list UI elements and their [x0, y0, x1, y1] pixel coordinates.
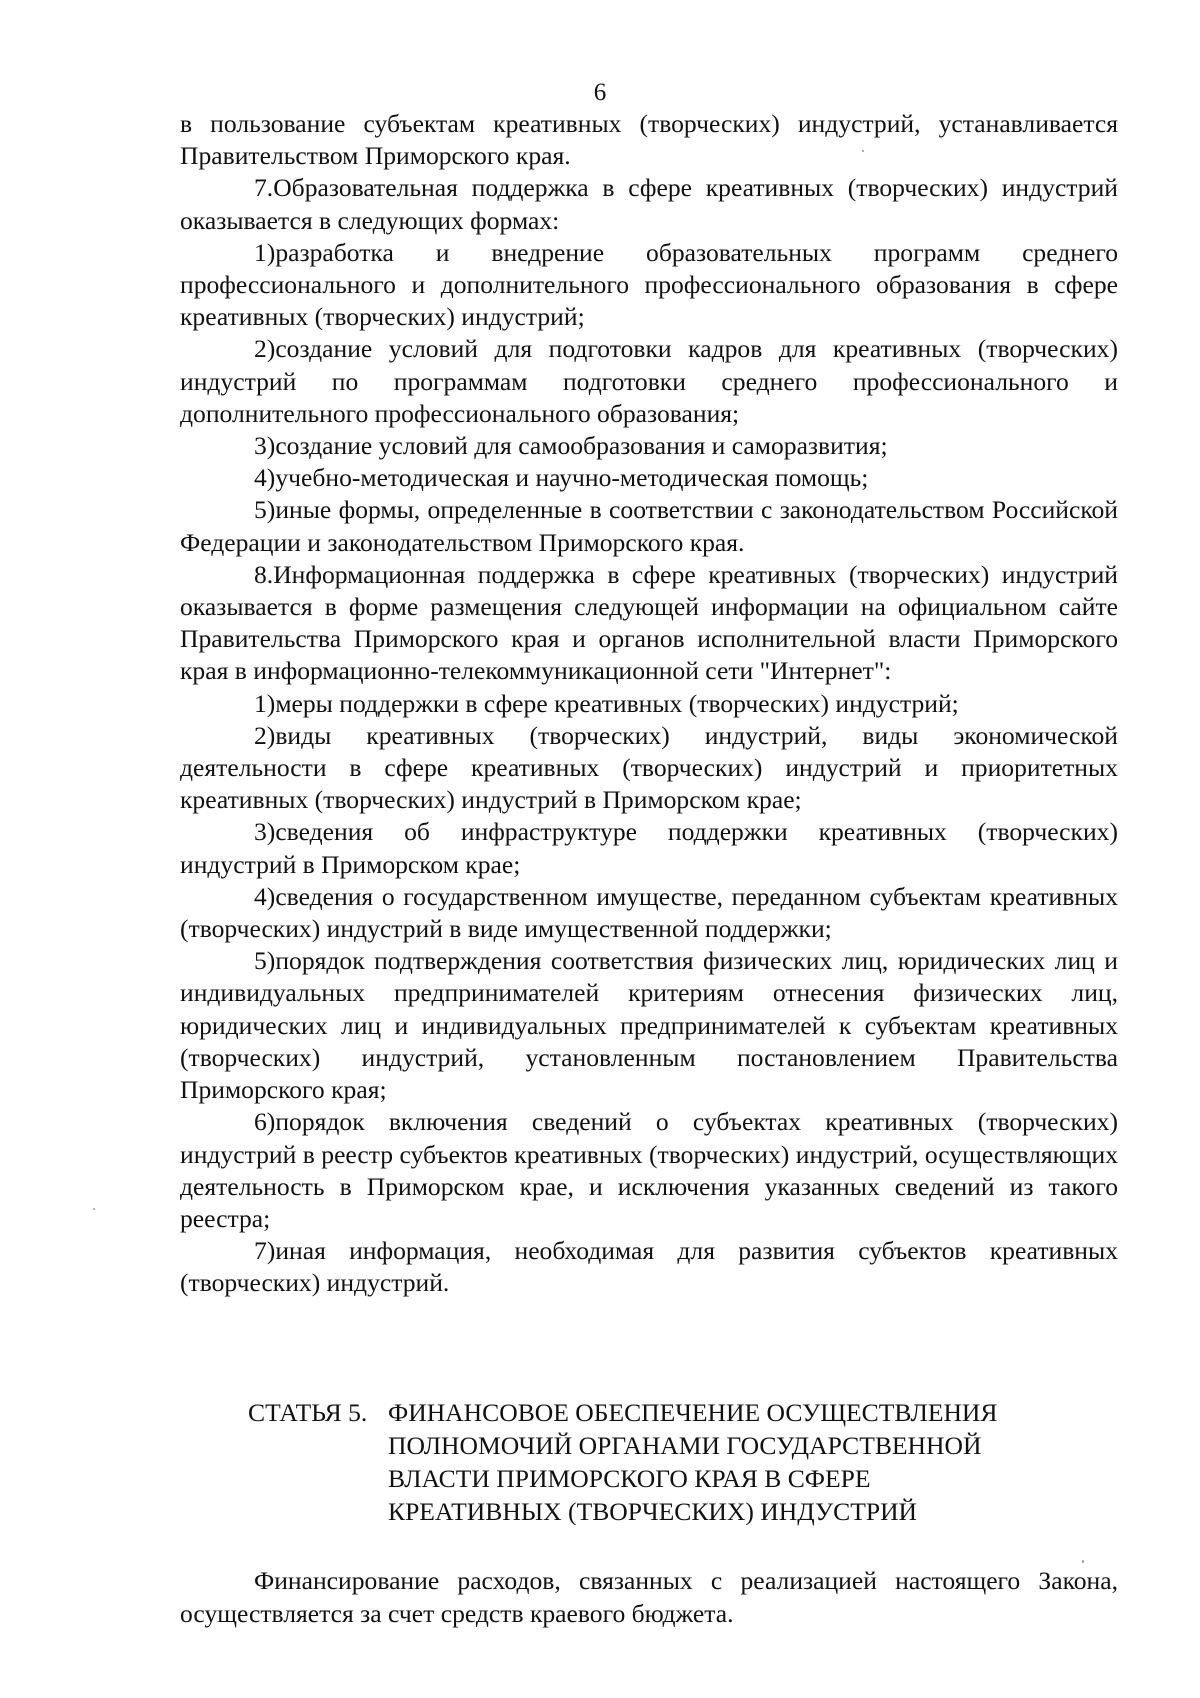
article-title-line: ФИНАНСОВОЕ ОБЕСПЕЧЕНИЕ ОСУЩЕСТВЛЕНИЯ [388, 1398, 998, 1427]
list-item: 3)сведения об инфраструктуре поддержки креативных (творческих) индустрий в Приморском крае; [180, 817, 1118, 879]
scan-speck [93, 1208, 95, 1210]
article-body [180, 1565, 1118, 1630]
list-item: 1)разработка и внедрение образовательных программ среднего профессионального и дополнительного профессионального образования в сфере креативных (творческих) индустрий; [180, 237, 1118, 332]
list-item: 7)иная информация, необходимая для развития субъектов креативных (творческих) индустрий. [180, 1236, 1118, 1298]
article-number: СТАТЬЯ 5. [248, 1398, 368, 1427]
article-heading [248, 1396, 1128, 1528]
article-title-line: ВЛАСТИ ПРИМОРСКОГО КРАЯ В СФЕРЕ [388, 1464, 871, 1493]
document-body [180, 108, 1118, 1300]
paragraph-item-8: 8.Информационная поддержка в сфере креативных (творческих) индустрий оказывается в форме размещения следующей информации на официальном сайте Правительства Приморского края и органов исполнительной власти Приморского края в информационно-телекоммуникационной сети "Интернет": [180, 559, 1118, 686]
list-item: 4)сведения о государственном имуществе, переданном субъектам креативных (творческих) индустрий в виде имущественной поддержки; [180, 881, 1118, 944]
article-title [388, 1396, 1128, 1528]
page-number: 6 [593, 79, 607, 106]
paragraph-item-7: 7.Образовательная поддержка в сфере креативных (творческих) индустрий оказывается в следующих формах: [180, 173, 1118, 235]
list-item: 1)меры поддержки в сфере креативных (творческих) индустрий; [254, 688, 959, 718]
list-item: 6)порядок включения сведений о субъектах креативных (творческих) индустрий в реестр субъектов креативных (творческих) индустрий, осуществляющих деятельность в Приморском крае, и исключения указанных сведений из такого реестра; [180, 1107, 1118, 1233]
article-title-line: ПОЛНОМОЧИЙ ОРГАНАМИ ГОСУДАРСТВЕННОЙ [388, 1431, 982, 1460]
list-item: 5)порядок подтверждения соответствия физических лиц, юридических лиц и индивидуальных предпринимателей критериям отнесения физических лиц, юридических лиц и индивидуальных предпринимателей к субъектам креативных (творческих) индустрий, установленным постановлением Правительства Приморского края; [180, 946, 1118, 1105]
list-item: 4)учебно-методическая и научно-методическая помощь; [254, 463, 869, 493]
list-item: 2)виды креативных (творческих) индустрий, виды экономической деятельности в сфере креативных (творческих) индустрий и приоритетных креативных (творческих) индустрий в Приморском крае; [180, 720, 1118, 815]
list-item: 2)создание условий для подготовки кадров для креативных (творческих) индустрий по программам подготовки среднего профессионального и дополнительного профессионального образования; [180, 334, 1118, 428]
final-paragraph: Финансирование расходов, связанных с реализацией настоящего Закона, осуществляется за счет средств краевого бюджета. [180, 1566, 1118, 1628]
paragraph-continuation: в пользование субъектам креативных (творческих) индустрий, устанавливается Правительством Приморского края. [180, 109, 1118, 171]
scan-speck [862, 150, 864, 152]
list-item: 5)иные формы, определенные в соответствии с законодательством Российской Федерации и законодательством Приморского края. [180, 495, 1118, 557]
list-item: 3)создание условий для самообразования и саморазвития; [254, 431, 888, 461]
scan-speck [1082, 1560, 1084, 1563]
article-title-line: КРЕАТИВНЫХ (ТВОРЧЕСКИХ) ИНДУСТРИЙ [388, 1497, 918, 1526]
article-heading-row [248, 1396, 1128, 1528]
